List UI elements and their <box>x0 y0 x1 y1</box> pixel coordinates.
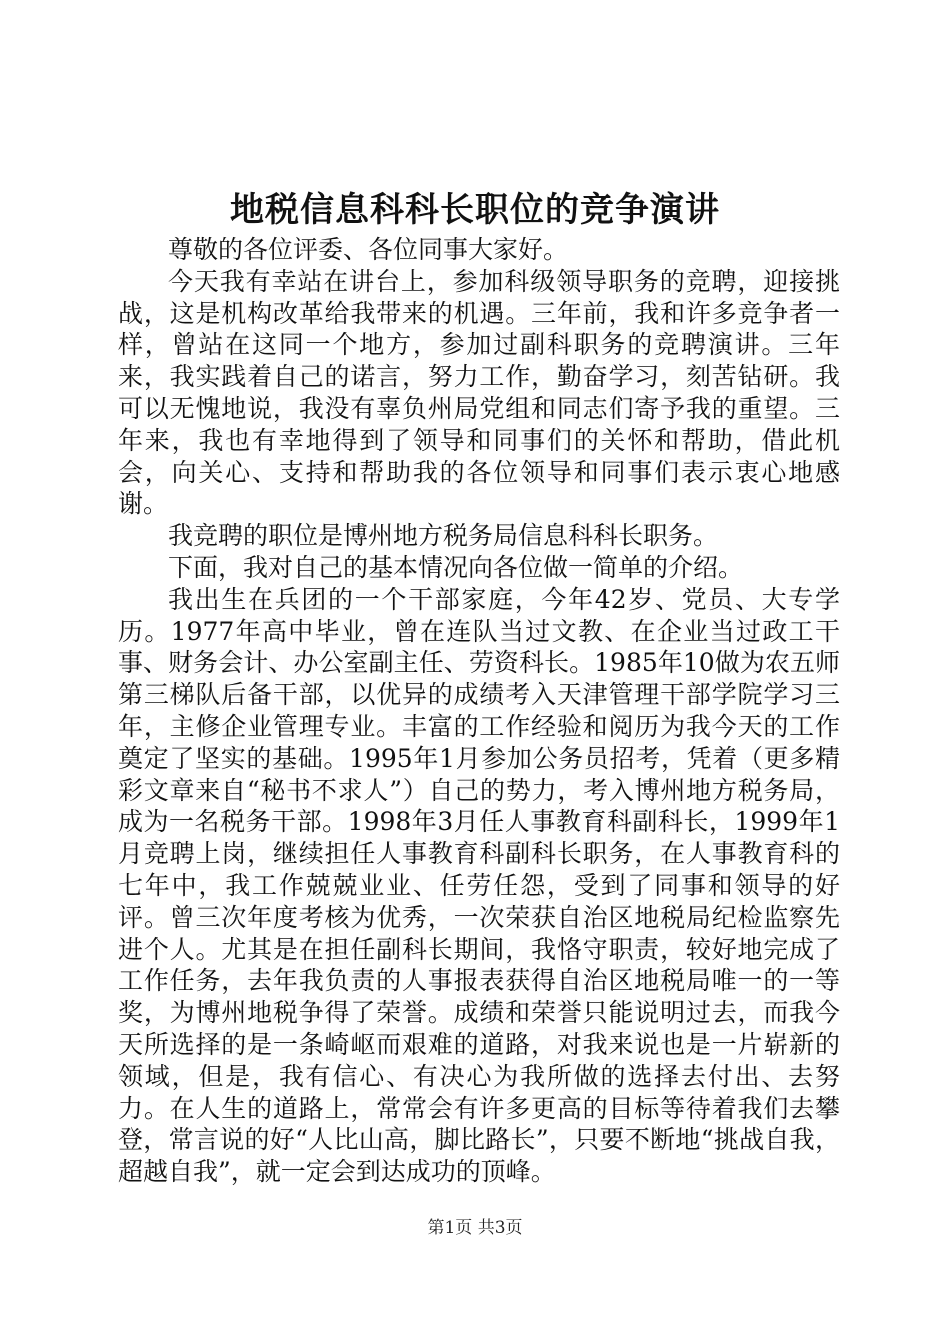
page-footer: 第1页 共3页 <box>427 1218 523 1238</box>
document-title: 地税信息科科长职位的竞争演讲 <box>230 190 720 230</box>
document-body <box>118 234 840 1188</box>
paragraph-background: 我出生在兵团的一个干部家庭，今年42岁、党员、大专学历。1977年高中毕业，曾在连队当过文教、在企业当过政工干事、财务会计、办公室副主任、劳资科长。1985年10做为农五师第三梯队后备干部，以优异的成绩考入天津管理干部学院学习三年，主修企业管理专业。丰富的工作经验和阅历为我今天的工作奠定了坚实的基础。1995年1月参加公务员招考，凭着（更多精彩文章来自“秘书不求人”）自己的势力，考入博州地方税务局，成为一名税务干部。1998年3月任人事教育科副科长，1999年1月竞聘上岗，继续担任人事教育科副科长职务，在人事教育科的七年中，我工作兢兢业业、任劳任怨，受到了同事和领导的好评。曾三次年度考核为优秀，一次荣获自治区地税局纪检监察先进个人。尤其是在担任副科长期间，我恪守职责，较好地完成了工作任务，去年我负责的人事报表获得自治区地税局唯一的一等奖，为博州地税争得了荣誉。成绩和荣誉只能说明过去，而我今天所选择的是一条崎岖而艰难的道路，对我来说也是一片崭新的领域，但是，我有信心、有决心为我所做的选择去付出、去努力。在人生的道路上，常常会有许多更高的目标等待着我们去攀登，常言说的好“人比山高，脚比路长”，只要不断地“挑战自我，超越自我”，就一定会到达成功的顶峰。 <box>118 584 840 1187</box>
paragraph-greeting: 尊敬的各位评委、各位同事大家好。 <box>168 235 569 264</box>
paragraph-position: 我竞聘的职位是博州地方税务局信息科科长职务。 <box>168 521 719 551</box>
paragraph-intro: 下面，我对自己的基本情况向各位做一简单的介绍。 <box>168 552 744 582</box>
paragraph-opening: 今天我有幸站在讲台上，参加科级领导职务的竞聘，迎接挑战，这是机构改革给我带来的机遇。三年前，我和许多竞争者一样，曾站在这同一个地方，参加过副科职务的竞聘演讲。三年来，我实践着自己的诺言，努力工作，勤奋学习，刻苦钻研。我可以无愧地说，我没有辜负州局党组和同志们寄予我的重望。三年来，我也有幸地得到了领导和同事们的关怀和帮助，借此机会，向关心、支持和帮助我的各位领导和同事们表示衷心地感谢。 <box>118 266 840 519</box>
